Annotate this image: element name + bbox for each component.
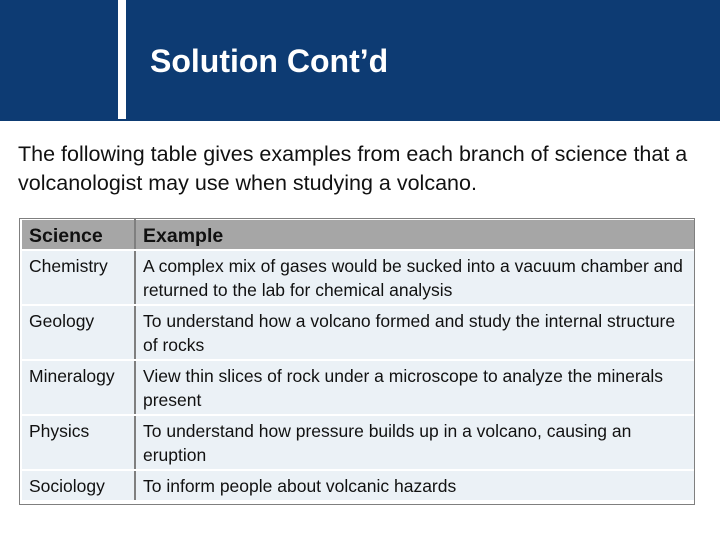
science-cell: Chemistry bbox=[21, 250, 135, 305]
science-cell: Geology bbox=[21, 305, 135, 360]
header-accent-block bbox=[0, 0, 118, 121]
table-row bbox=[21, 470, 695, 501]
slide-title: Solution Cont’d bbox=[150, 43, 389, 79]
science-cell: Mineralogy bbox=[21, 360, 135, 415]
example-cell: To understand how pressure builds up in a volcano, causing an eruption bbox=[135, 415, 695, 470]
example-cell: To understand how a volcano formed and study the internal structure of rocks bbox=[135, 305, 695, 360]
table-row bbox=[21, 360, 695, 415]
science-cell: Physics bbox=[21, 415, 135, 470]
intro-paragraph: The following table gives examples from each branch of science that a volcanologist may use when studying a volcano. bbox=[18, 142, 688, 195]
table-row bbox=[21, 415, 695, 470]
example-cell: To inform people about volcanic hazards bbox=[135, 470, 695, 501]
science-cell: Sociology bbox=[21, 470, 135, 501]
example-cell: View thin slices of rock under a microscope to analyze the minerals present bbox=[135, 360, 695, 415]
science-examples-table bbox=[20, 218, 696, 502]
column-header-example: Example bbox=[135, 219, 695, 250]
header-divider bbox=[0, 119, 720, 121]
table-header-row bbox=[21, 219, 695, 250]
table-row bbox=[21, 305, 695, 360]
table-row bbox=[21, 250, 695, 305]
column-header-science: Science bbox=[21, 219, 135, 250]
example-cell: A complex mix of gases would be sucked into a vacuum chamber and returned to the lab for chemical analysis bbox=[135, 250, 695, 305]
